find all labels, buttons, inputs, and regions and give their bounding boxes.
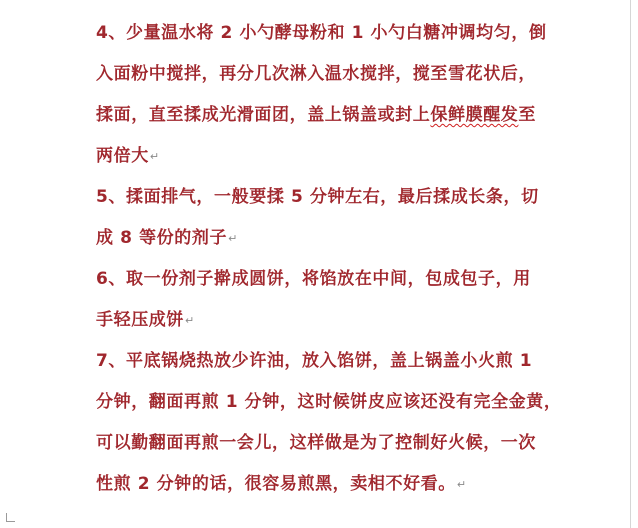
paragraph-return-icon: ↵	[456, 478, 467, 491]
text-segment: 两倍大	[96, 146, 149, 166]
text-line	[96, 228, 238, 249]
text-segment: 性煎 2 分钟的话，很容易煎黑，卖相不好看。	[96, 474, 456, 494]
text-line: 可以勤翻面再煎一会儿，这样做是为了控制好火候，一次	[96, 433, 536, 453]
text-segment: 成 8 等份的剂子	[96, 228, 228, 248]
text-line	[96, 310, 195, 331]
text-line: 分钟，翻面再煎 1 分钟，这时候饼皮应该还没有完全金黄，	[96, 392, 562, 412]
text-line	[96, 146, 160, 167]
spellcheck-underlined-text[interactable]: 保鲜膜醒发	[430, 105, 519, 125]
text-line: 4、少量温水将 2 小勺酵母粉和 1 小勺白糖冲调均匀，倒	[96, 23, 547, 43]
text-line: 5、揉面排气，一般要揉 5 分钟左右，最后揉成长条，切	[96, 187, 539, 207]
paragraph-return-icon: ↵	[185, 314, 195, 327]
page-edge-divider	[630, 0, 631, 528]
text-segment: 揉面，直至揉成光滑面团，盖上锅盖或封上	[96, 105, 431, 125]
text-line: 7、平底锅烧热放少许油，放入馅饼，盖上锅盖小火煎 1	[96, 351, 533, 371]
text-segment: 手轻压成饼	[96, 310, 184, 330]
paragraph-return-icon: ↵	[228, 232, 238, 245]
text-line	[96, 105, 536, 125]
text-segment: 至	[518, 105, 537, 125]
paragraph-return-icon: ↵	[149, 150, 160, 163]
text-line	[96, 474, 467, 495]
text-line: 入面粉中搅拌，再分几次淋入温水搅拌，搅至雪花状后，	[96, 64, 536, 84]
page-corner-icon	[6, 513, 15, 522]
text-line: 6、取一份剂子擀成圆饼，将馅放在中间，包成包子，用	[96, 269, 531, 289]
